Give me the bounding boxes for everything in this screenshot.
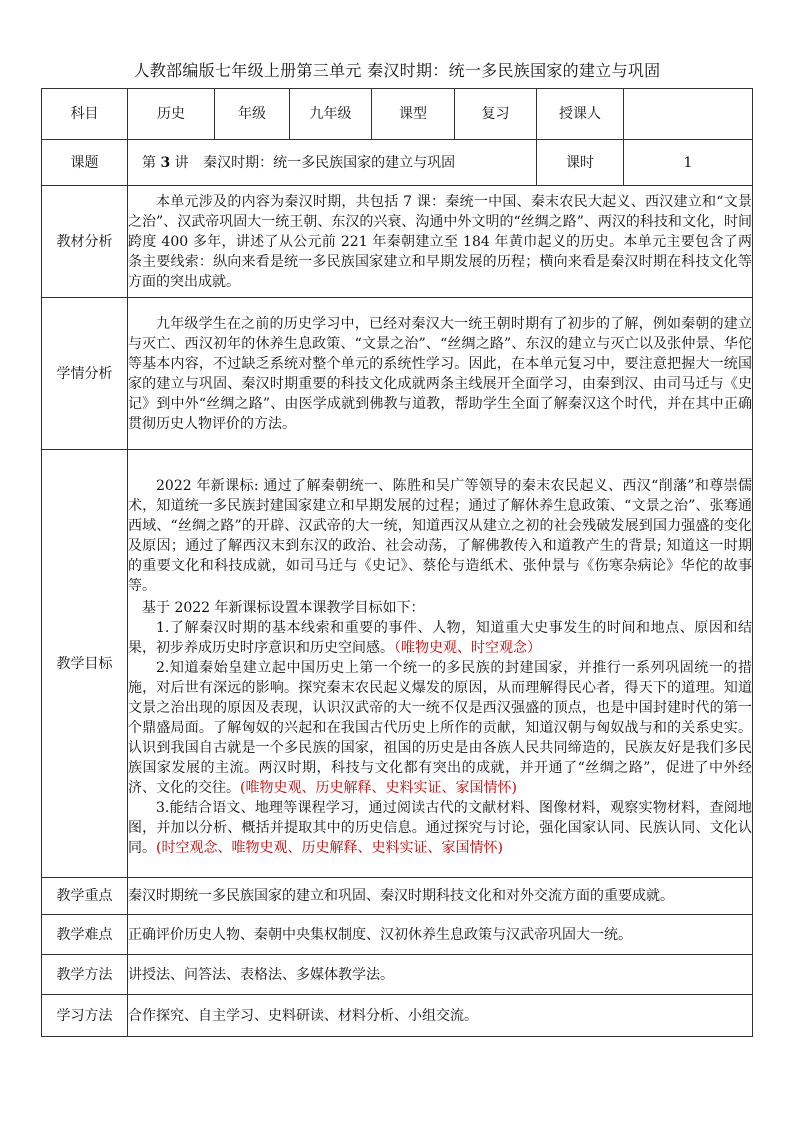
student-analysis-label: 学情分析 — [42, 298, 128, 450]
hours-value: 1 — [624, 140, 753, 186]
lesson-type-label: 课型 — [372, 89, 455, 140]
lesson-number: 3 — [160, 154, 171, 171]
objective-2-text: 2.知道秦始皇建立起中国历史上第一个统一的多民族的封建国家，并推行一系列巩固统一的措施，对后世有深远的影响。探究秦末农民起义爆发的原因，从而理解得民心者，得天下的道理。知道文景之治出现的原因及表现，认识汉武帝的大一统不仅是西汉强盛的顶点，也是中国封建时代的第一个鼎盛局面。了解匈奴的兴起和在我国古代历史上所作的贡献，知道汉朝与匈奴战与和的关系史实。认识到我国自古就是一个多民族的国家，祖国的历史是由各族人民共同缔造的，民族友好是我们多民族国家发展的主流。两汉时期，科技与文化都有突出的成就，并开通了“丝绸之路”，促进了中外经济、文化的交往。 — [128, 659, 752, 796]
topic-label: 课题 — [42, 140, 128, 186]
topic-row — [42, 140, 753, 186]
difficulties-row — [42, 915, 753, 955]
lesson-title: 秦汉时期：统一多民族国家的建立与巩固 — [203, 154, 456, 171]
subject-label: 科目 — [42, 89, 128, 140]
difficulties-text: 正确评价历史人物、秦朝中央集权制度、汉初休养生息政策与汉武帝巩固大一统。 — [128, 915, 753, 955]
key-points-text: 秦汉时期统一多民族国家的建立和巩固、秦汉时期科技文化和对外交流方面的重要成就。 — [128, 878, 753, 915]
lesson-type-value: 复习 — [455, 89, 537, 140]
topic-title-cell — [128, 140, 537, 186]
curriculum-standard-text: 2022 年新课标: 通过了解秦朝统一、陈胜和吴广等领导的秦末农民起义、西汉“削藩”和尊崇儒术，知道统一多民族封建国家建立和早期发展的过程；通过了解休养生息政策、“文景之治”、张骞通西域、“丝绸之路”的开辟、汉武帝的大一统，知道西汉从建立之初的社会残破发展到国力强盛的变化及原因；通过了解西汉末到东汉的政治、社会动荡，了解佛教传入和道教产生的背景; 知道这一时期的重要文化和科技成就，如司马迁与《史记》、蔡伦与造纸术、张仲景与《伤寒杂病论》华佗的故事等。 — [128, 477, 752, 594]
subject-value: 历史 — [128, 89, 215, 140]
objective-2-tag: (唯物史观、历史解释、史料实证、家国情怀) — [240, 779, 517, 796]
teaching-methods-row — [42, 955, 753, 995]
learning-methods-row — [42, 995, 753, 1037]
material-analysis-label: 教材分析 — [42, 186, 128, 298]
teaching-methods-label: 教学方法 — [42, 955, 128, 995]
objective-2 — [128, 658, 752, 798]
header-row — [42, 89, 753, 140]
grade-label: 年级 — [215, 89, 290, 140]
student-analysis-text: 九年级学生在之前的历史学习中，已经对秦汉大一统王朝时期有了初步的了解，例如秦朝的建立与灭亡、西汉初年的休养生息政策、“文景之治”、“丝绸之路”、东汉的建立与灭亡以及张仲景、华佗等基本内容，不过缺乏系统对整个单元的系统性学习。因此，在本单元复习中，要注意把握大一统国家的建立与巩固、秦汉时期重要的科技文化成就两条主线展开全面学习，由秦到汉、由司马迁与《史记》到中外“丝绸之路”、由医学成就到佛教与道教，帮助学生全面了解秦汉这个时代，并在其中正确贯彻历史人物评价的方法。 — [128, 315, 752, 432]
objective-3 — [128, 798, 752, 858]
document-title: 人教部编版七年级上册第三单元 秦汉时期：统一多民族国家的建立与巩固 — [133, 61, 661, 80]
lesson-prefix: 第 — [142, 154, 156, 171]
lesson-suffix: 讲 — [174, 154, 189, 171]
objective-1-tag: （唯物史观、时空观念） — [394, 639, 541, 656]
objectives-label: 教学目标 — [42, 450, 128, 878]
key-points-row — [42, 878, 753, 915]
material-analysis-row — [42, 186, 753, 298]
material-analysis-text: 本单元涉及的内容为秦汉时期，共包括 7 课：秦统一中国、秦末农民大起义、西汉建立和“文景之治”、汉武帝巩固大一统王朝、东汉的兴衰、沟通中外文明的“丝绸之路”、两汉的科技和文化，时间跨度 400 多年，讲述了从公元前 221 年秦朝建立至 184 年黄巾起义的历史。本单元主要包含了两条主要线索：纵向来看是统一多民族国家建立和早期发展的历程；横向来看是秦汉时期在科技文化等方面的突出成就。 — [128, 193, 752, 290]
objectives-intro: 基于 2022 年新课标设置本课教学目标如下： — [142, 599, 425, 616]
lesson-plan-table — [41, 88, 753, 1037]
student-analysis-row — [42, 298, 753, 450]
learning-methods-text: 合作探究、自主学习、史料研读、材料分析、小组交流。 — [128, 995, 753, 1037]
teaching-methods-text: 讲授法、问答法、表格法、多媒体教学法。 — [128, 955, 753, 995]
teacher-label: 授课人 — [537, 89, 624, 140]
objective-3-tag: (时空观念、唯物史观、历史解释、史料实证、家国情怀) — [156, 839, 503, 856]
objective-1 — [128, 618, 752, 658]
objective-1-text: 1.了解秦汉时期的基本线索和重要的事件、人物，知道重大史事发生的时间和地点、原因和结果，初步养成历史时序意识和历史空间感。 — [128, 619, 752, 656]
hours-label: 课时 — [537, 140, 624, 186]
teacher-value — [624, 89, 753, 140]
grade-value: 九年级 — [290, 89, 372, 140]
learning-methods-label: 学习方法 — [42, 995, 128, 1037]
objectives-row — [42, 450, 753, 878]
key-points-label: 教学重点 — [42, 878, 128, 915]
objective-3-text: 3.能结合语文、地理等课程学习，通过阅读古代的文献材料、图像材料，观察实物材料，查阅地图，并加以分析、概括并提取其中的历史信息。通过探究与讨论，强化国家认同、民族认同、文化认同。 — [128, 799, 752, 856]
difficulties-label: 教学难点 — [42, 915, 128, 955]
